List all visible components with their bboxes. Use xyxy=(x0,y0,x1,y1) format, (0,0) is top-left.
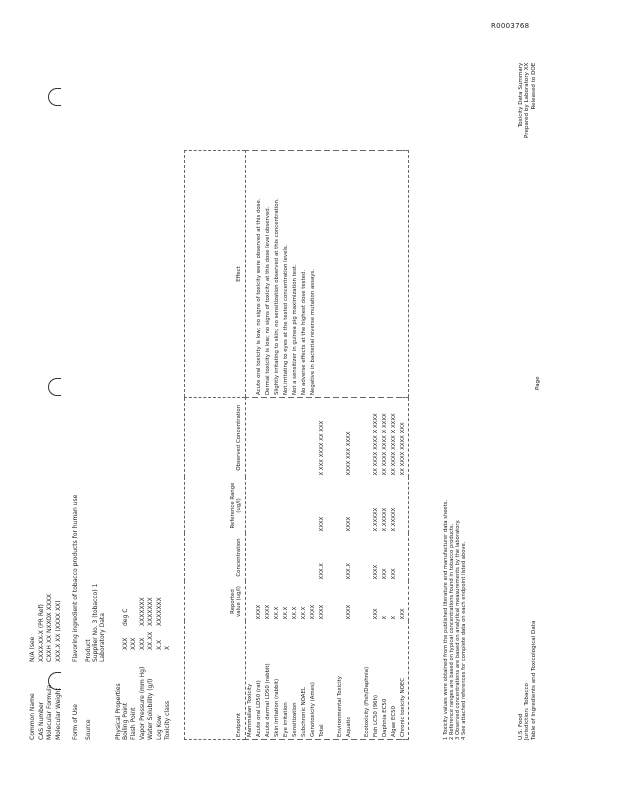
table-header-row xyxy=(185,151,246,740)
group-title-row: Ecotoxicity (Fish/Daphnia) xyxy=(363,151,372,740)
table-row: Fish LC50 (96h) XXX XXXX X.XXXXX XX XXXX XXXX X XXXX xyxy=(372,151,381,740)
table-row: Aquatic XXXX XXX.X XXXX XXXX XXX XXXX xyxy=(345,151,354,740)
bates-number: R0003768 xyxy=(491,22,530,30)
footnote: 3 Observed concentrations are based on analytical measurements by the laboratory. xyxy=(454,519,461,740)
header-fields xyxy=(30,495,82,740)
column-header: Endpoint xyxy=(185,622,246,740)
table-row: Total XXXX XXX.X XXXX X XXX XXXX XX XXX xyxy=(318,151,327,740)
table-row: Subchronic NOAEL XX.X No adverse effects at the highest dose tested. xyxy=(300,151,309,740)
footer-left: U.S. Food Jurisdiction: Tobacco Table of Ingredients and Toxicological Data xyxy=(518,620,537,740)
rotated-page xyxy=(30,40,590,740)
table-row: Eye irritation XX.X Not irritating to eyes at the tested concentration levels. xyxy=(282,151,291,740)
header-field: Common Name N/A (see xyxy=(29,636,36,740)
header-field: Molecular Weight XXX.X XX (XXXX XX) xyxy=(54,600,62,740)
table-row: Sensitization XX.X Not a sensitizer in guinea pig maximization test. xyxy=(291,151,300,740)
footer-right: Toxicity Data Summary Prepared by Laboratory XX Released to DOE xyxy=(518,62,537,138)
table-row: Acute oral LD50 (rat) XXXX Acute oral toxicity is low; no signs of toxicity were observed at this dose. xyxy=(255,151,264,740)
column-header: Effect xyxy=(185,151,246,398)
table-row: Chronic toxicity NOEC XXX XX XXXX XXXX XXX xyxy=(399,151,409,740)
footnote: 2 Reference ranges are based on typical concentrations found in tobacco products. xyxy=(448,523,455,740)
spacer-row xyxy=(354,151,363,740)
form-of-use: Form of Use Flavoring ingredient of tobacco products for human use xyxy=(72,494,79,740)
source-block: Source Product Supplier No. 3 (tobacco) 1 Laboratory Data xyxy=(85,583,106,740)
spacer-row xyxy=(327,151,336,740)
column-header: Concentration xyxy=(185,534,246,582)
table-row: Genotoxicity (Ames) XXXX Negative in bacterial reverse mutation assays. xyxy=(309,151,318,740)
table-row: Acute dermal LD50 (rabbit) XXXX Dermal toxicity is low; no signs of toxicity at this dose level observed. xyxy=(264,151,273,740)
group-title-row: Environmental Toxicity xyxy=(336,151,345,740)
table-row: Skin irritation (rabbit) XX.X Slightly irritating to skin; no sensitization observed at this concentration. xyxy=(273,151,282,740)
column-header: Reported value (ug/l) xyxy=(185,582,246,622)
physical-properties: Physical Properties Boiling Point XXX deg C Flash Point XXX Vapor Pressure (mm Hg) XXX XXXXXXX Water Solubility (g/l) XX.XX XXXXXXX Log Kow X.X XXXXXXX Toxicity class X xyxy=(115,597,172,740)
column-header: Reference Range (ug/l) xyxy=(185,478,246,534)
footnotes xyxy=(444,500,468,740)
group-title-row: Mammalian Toxicity xyxy=(246,151,256,740)
footnote: 1 Toxicity values were obtained from the published literature and manufacturer data sheets. xyxy=(443,499,449,740)
table-row: Daphnia EC50 X XXX X.XXXXX XX XXXX XXXX X XXXX xyxy=(381,151,390,740)
footer-page: Page xyxy=(535,376,541,390)
header-field: Molecular Formula CXXH XX NXXOX XXXX xyxy=(46,593,53,740)
toxicity-table xyxy=(184,150,409,740)
header-field: CAS Number XXXX-XX-X (PR Ref) xyxy=(37,604,45,740)
table-row: Algae EC50 X XXX X.XXXXX XX XXXX XXXX X XXXX xyxy=(390,151,399,740)
footnote: 4 See attached references for complete data on each endpoint listed above. xyxy=(460,541,467,740)
column-header: Observed Concentration xyxy=(185,398,246,478)
physical-title: Physical Properties xyxy=(115,683,122,740)
